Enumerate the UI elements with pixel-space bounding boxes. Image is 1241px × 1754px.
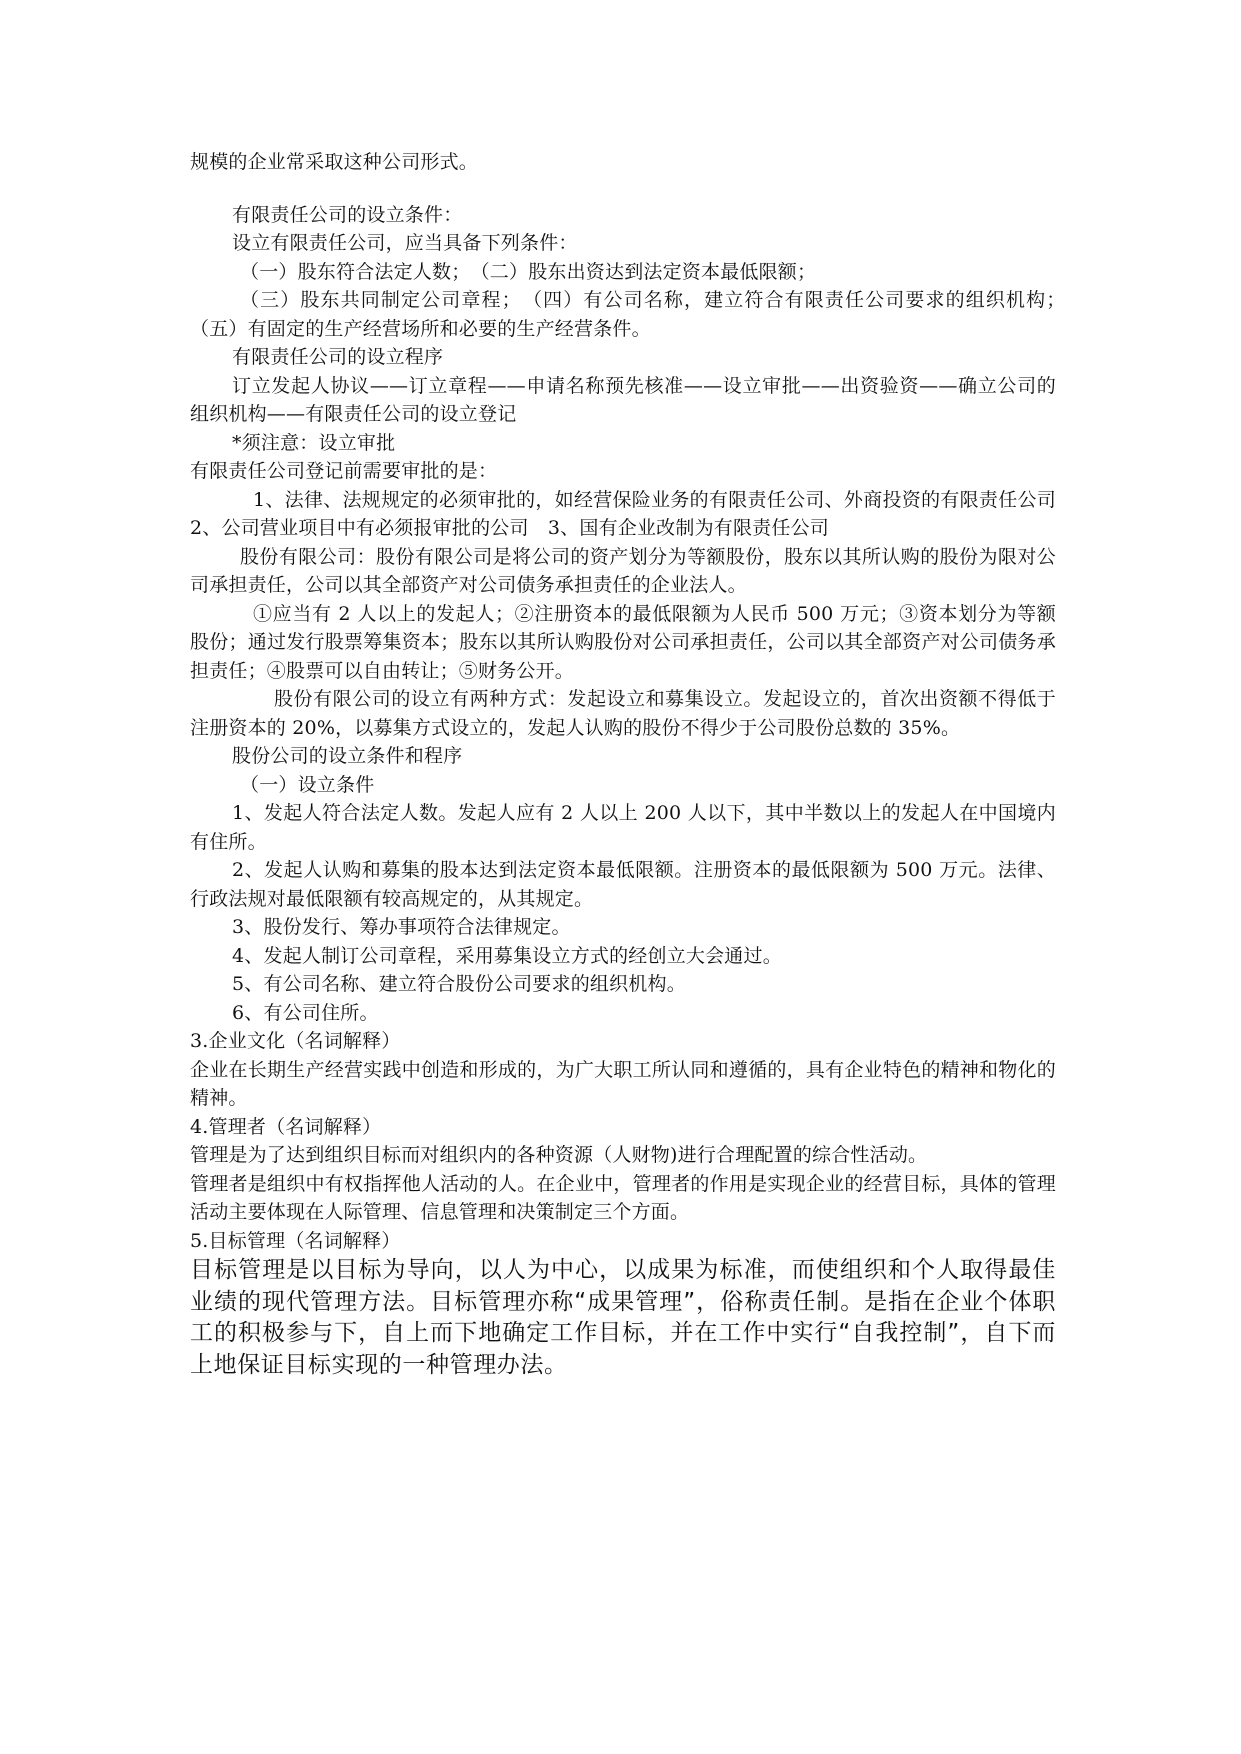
paragraph: （三）股东共同制定公司章程； （四）有公司名称，建立符合有限责任公司要求的组织机构； （五）有固定的生产经营场所和必要的生产经营条件。 (190, 289, 1076, 340)
section-heading: 5.目标管理（名词解释） (190, 1229, 401, 1252)
paragraph: 管理者是组织中有权指挥他人活动的人。在企业中，管理者的作用是实现企业的经营目标，具体的管理活动主要体现在人际管理、信息管理和决策制定三个方面。 (190, 1172, 1056, 1223)
subsection-heading: （一）设立条件 (240, 773, 375, 796)
section-heading: 有限责任公司的设立条件： (232, 203, 463, 226)
section-heading: 4.管理者（名词解释） (190, 1115, 382, 1138)
list-item: 3、股份发行、筹办事项符合法律规定。 (232, 916, 571, 938)
paragraph: 订立发起人协议——订立章程——申请名称预先核准——设立审批——出资验资——确立公司的组织机构——有限责任公司的设立登记 (190, 374, 1056, 425)
paragraph: 规模的企业常采取这种公司形式。 (190, 151, 479, 173)
paragraph: 有限责任公司登记前需要审批的是： (190, 460, 498, 482)
list-item: 2、发起人认购和募集的股本达到法定资本最低限额。注册资本的最低限额为 500 万元。法律、行政法规对最低限额有较高规定的，从其规定。 (190, 859, 1056, 910)
paragraph: 管理是为了达到组织目标而对组织内的各种资源（人财物)进行合理配置的综合性活动。 (190, 1144, 928, 1166)
note: *须注意：设立审批 (232, 431, 396, 454)
spacer (190, 177, 1056, 201)
paragraph: （一）股东符合法定人数； （二）股东出资达到法定资本最低限额； (240, 260, 817, 283)
paragraph: 1、法律、法规规定的必须审批的，如经营保险业务的有限责任公司、外商投资的有限责任公司 2、公司营业项目中有必须报审批的公司 3、国有企业改制为有限责任公司 (190, 488, 1056, 539)
list-item: 5、有公司名称、建立符合股份公司要求的组织机构。 (232, 973, 686, 995)
paragraph: 目标管理是以目标为导向，以人为中心，以成果为标准，而使组织和个人取得最佳业绩的现代管理方法。目标管理亦称“成果管理”，俗称责任制。是指在企业个体职工的积极参与下，自上而下地确定工作目标，并在工作中实行“自我控制”，自下而上地保证目标实现的一种管理办法。 (190, 1257, 1056, 1378)
section-heading: 3.企业文化（名词解释） (190, 1030, 401, 1052)
section-heading: 有限责任公司的设立程序 (232, 346, 444, 368)
paragraph: ①应当有 2 人以上的发起人；②注册资本的最低限额为人民币 500 万元；③资本划分为等额股份；通过发行股票筹集资本；股东以其所认购股份对公司承担责任，公司以其全部资产对公司债务承担责任；④股票可以自由转让；⑤财务公开。 (190, 602, 1056, 682)
document-page (190, 148, 1076, 1381)
paragraph: 企业在长期生产经营实践中创造和形成的，为广大职工所认同和遵循的，具有企业特色的精神和物化的精神。 (190, 1058, 1056, 1109)
paragraph: 股份有限公司：股份有限公司是将公司的资产划分为等额股份，股东以其所认购的股份为限对公司承担责任，公司以其全部资产对公司债务承担责任的企业法人。 (190, 545, 1056, 596)
paragraph: 股份有限公司的设立有两种方式：发起设立和募集设立。发起设立的，首次出资额不得低于注册资本的 20%，以募集方式设立的，发起人认购的股份不得少于公司股份总数的 35%。 (190, 688, 1056, 739)
list-item: 1、发起人符合法定人数。发起人应有 2 人以上 200 人以下，其中半数以上的发起人在中国境内有住所。 (190, 802, 1056, 853)
paragraph: 设立有限责任公司，应当具备下列条件： (232, 232, 578, 254)
list-item: 4、发起人制订公司章程，采用募集设立方式的经创立大会通过。 (232, 944, 782, 967)
section-heading: 股份公司的设立条件和程序 (232, 745, 463, 767)
list-item: 6、有公司住所。 (232, 1001, 379, 1024)
